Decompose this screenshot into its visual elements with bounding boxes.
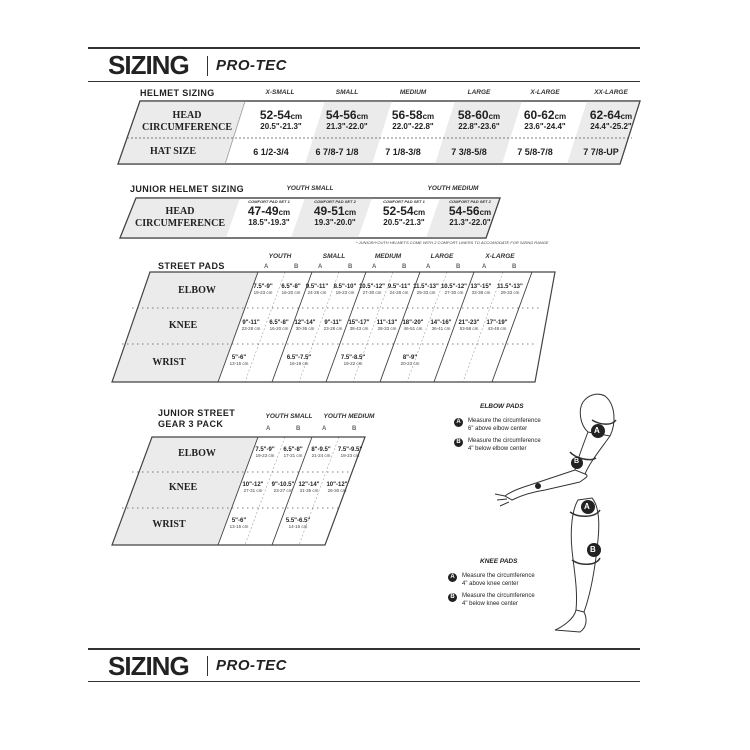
- ab-label: B: [348, 264, 353, 270]
- street-cell: 5"-6" 13-15 cm: [229, 355, 249, 366]
- junior-helmet-cell: COMFORT PAD SET 1 52-54cm 20.5"-21.3": [382, 199, 426, 227]
- street-cell: 12"-14" 30-36 cm: [294, 320, 316, 331]
- junior-street-cell: 12"-14" 31-35 cm: [298, 482, 320, 493]
- street-cell: 6.5"-8" 16-20 cm: [269, 320, 289, 331]
- junior-street-cell: 9"-10.5" 23-27 cm: [271, 482, 295, 493]
- helmet-hat-label: HAT SIZE: [149, 146, 197, 157]
- helmet-size-header: MEDIUM: [399, 89, 427, 96]
- junior-street-cell: 5.5"-6.5" 14-16 cm: [285, 518, 311, 529]
- ab-label: A: [264, 264, 269, 270]
- street-size-header: MEDIUM: [374, 253, 402, 260]
- street-cell: 9.5"-11" 24-28 cm: [387, 284, 411, 295]
- street-size-header: LARGE: [430, 253, 454, 260]
- elbow-pads-title: ELBOW PADS: [480, 403, 524, 410]
- junior-street-cell: 7.5"-9" 19-23 cm: [255, 447, 275, 458]
- helmet-head-label: HEAD CIRCUMFERENCE: [142, 110, 232, 133]
- diagram-knee-b-icon: B: [590, 545, 596, 554]
- footer-title: SIZING: [108, 651, 189, 681]
- street-pads-title: STREET PADS: [158, 261, 225, 271]
- badge-b-icon: B: [454, 438, 463, 447]
- ab-label: A: [372, 264, 377, 270]
- street-cell: 9"-11" 23-28 cm: [323, 320, 343, 331]
- junior-street-size-header: YOUTH SMALL: [265, 413, 313, 420]
- street-cell: 8.5"-10" 19-23 cm: [333, 284, 357, 295]
- street-cell: 6.5"-7.5" 16-19 cm: [286, 355, 312, 366]
- street-cell: 21"-23" 53-58 cm: [458, 320, 480, 331]
- ab-label: B: [294, 264, 299, 270]
- helmet-hat-cell: 7 3/8-5/8: [451, 147, 487, 157]
- street-row-label: WRIST: [152, 357, 186, 368]
- junior-helmet-group: YOUTH SMALL: [286, 185, 334, 192]
- helmet-cell: 58-60cm 22.8"-23.6": [457, 108, 501, 131]
- street-cell: 10.5"-12" 27-30 cm: [358, 284, 386, 295]
- ab-label: B: [456, 264, 461, 270]
- knee-pads-title: KNEE PADS: [480, 558, 518, 565]
- helmet-size-header: LARGE: [467, 89, 491, 96]
- junior-street-row-label: ELBOW: [178, 448, 216, 459]
- ab-label: A: [318, 264, 323, 270]
- ab-label: A: [266, 426, 271, 432]
- street-cell: 6.5"-8" 16-20 cm: [281, 284, 301, 295]
- ab-label: B: [402, 264, 407, 270]
- junior-street-cell: 10"-12" 26-30 cm: [326, 482, 348, 493]
- ab-label: A: [426, 264, 431, 270]
- diagram-knee-a-icon: A: [584, 502, 590, 511]
- helmet-cell: 54-56cm 21.3"-22.0": [325, 108, 369, 131]
- helmet-size-header: X-SMALL: [265, 89, 295, 96]
- junior-helmet-title: JUNIOR HELMET SIZING: [130, 184, 245, 194]
- street-cell: 15"-17" 38-43 cm: [348, 320, 370, 331]
- badge-a-icon: A: [454, 418, 463, 427]
- street-cell: 7.5"-9" 19-23 cm: [253, 284, 273, 295]
- street-size-header: YOUTH: [268, 253, 292, 260]
- helmet-cell: 60-62cm 23.6"-24.4": [523, 108, 567, 131]
- header-brand: PRO-TEC: [216, 57, 287, 74]
- junior-street-row-label: KNEE: [168, 482, 198, 493]
- diagram-elbow-a-icon: A: [594, 426, 600, 435]
- ab-label: B: [512, 264, 517, 270]
- ab-label: A: [482, 264, 487, 270]
- street-row-label: ELBOW: [178, 285, 216, 296]
- ab-label: B: [352, 426, 357, 432]
- helmet-size-header: X-LARGE: [530, 89, 560, 96]
- street-row-label: KNEE: [168, 320, 198, 331]
- junior-helmet-note: * JUNIOR/YOUTH HELMETS COME WITH 2 COMFORT LINERS TO ACCOMODATE FOR SIZING RANGE: [356, 240, 549, 245]
- street-cell: 14"-16" 36-41 cm: [430, 320, 452, 331]
- junior-helmet-cell: COMFORT PAD SET 2 49-51cm 19.3"-20.0": [313, 199, 357, 227]
- street-size-header: SMALL: [322, 253, 346, 260]
- helmet-size-header: SMALL: [335, 89, 359, 96]
- helmet-cell: 62-64cm 24.4"-25.2": [589, 108, 633, 131]
- junior-street-cell: 8"-9.5" 21-24 cm: [311, 447, 331, 458]
- street-size-header: X-LARGE: [485, 253, 515, 260]
- helmet-cell: 52-54cm 20.5"-21.3": [259, 108, 303, 131]
- street-cell: 8"-9" 20-23 cm: [400, 355, 420, 366]
- junior-street-row-label: WRIST: [152, 519, 186, 530]
- header-title: SIZING: [108, 50, 189, 80]
- street-cell: 11.5"-13" 29-33 cm: [413, 284, 439, 295]
- street-cell: 18"-20" 46-51 cm: [402, 320, 424, 331]
- street-cell: 13"-15" 33-38 cm: [470, 284, 492, 295]
- junior-street-title: JUNIOR STREET GEAR 3 PACK: [158, 408, 236, 429]
- street-cell: 10.5"-12" 27-30 cm: [440, 284, 468, 295]
- helmet-hat-cell: 7 1/8-3/8: [385, 147, 421, 157]
- junior-street-cell: 6.5"-8" 17-21 cm: [283, 447, 303, 458]
- street-cell: 7.5"-8.5" 19-22 cm: [340, 355, 366, 366]
- helmet-cell: 56-58cm 22.0"-22.8": [391, 108, 435, 131]
- footer-brand: PRO-TEC: [216, 657, 287, 674]
- street-cell: 17"-19" 43-48 cm: [486, 320, 508, 331]
- helmet-hat-cell: 6 1/2-3/4: [253, 147, 289, 157]
- helmet-hat-cell: 7 7/8-UP: [583, 147, 619, 157]
- junior-street-cell: 5"-6" 13-15 cm: [229, 518, 249, 529]
- junior-helmet-head-label: HEAD CIRCUMFERENCE: [135, 206, 225, 229]
- street-cell: 11"-13" 28-33 cm: [376, 320, 398, 331]
- junior-street-cell: 10"-12" 27-31 cm: [242, 482, 264, 493]
- junior-street-cell: 7.5"-9.5" 19-23 cm: [337, 447, 363, 458]
- badge-a-icon: A: [448, 573, 457, 582]
- ab-label: B: [296, 426, 301, 432]
- street-cell: 9"-11" 23-28 cm: [241, 320, 261, 331]
- ab-label: A: [322, 426, 327, 432]
- junior-helmet-cell: COMFORT PAD SET 1 47-49cm 18.5"-19.3": [247, 199, 291, 227]
- junior-street-size-header: YOUTH MEDIUM: [323, 413, 375, 420]
- street-cell: 11.5"-13" 29-33 cm: [497, 284, 523, 295]
- diagram-elbow-b-icon: B: [574, 458, 580, 465]
- junior-helmet-cell: COMFORT PAD SET 2 54-56cm 21.3"-22.0": [448, 199, 492, 227]
- junior-helmet-group: YOUTH MEDIUM: [427, 185, 479, 192]
- helmet-size-header: XX-LARGE: [594, 89, 628, 96]
- helmet-hat-cell: 7 5/8-7/8: [517, 147, 553, 157]
- street-cell: 9.5"-11" 24-28 cm: [305, 284, 329, 295]
- badge-b-icon: B: [448, 593, 457, 602]
- helmet-hat-cell: 6 7/8-7 1/8: [315, 147, 359, 157]
- helmet-section-title: HELMET SIZING: [140, 88, 215, 98]
